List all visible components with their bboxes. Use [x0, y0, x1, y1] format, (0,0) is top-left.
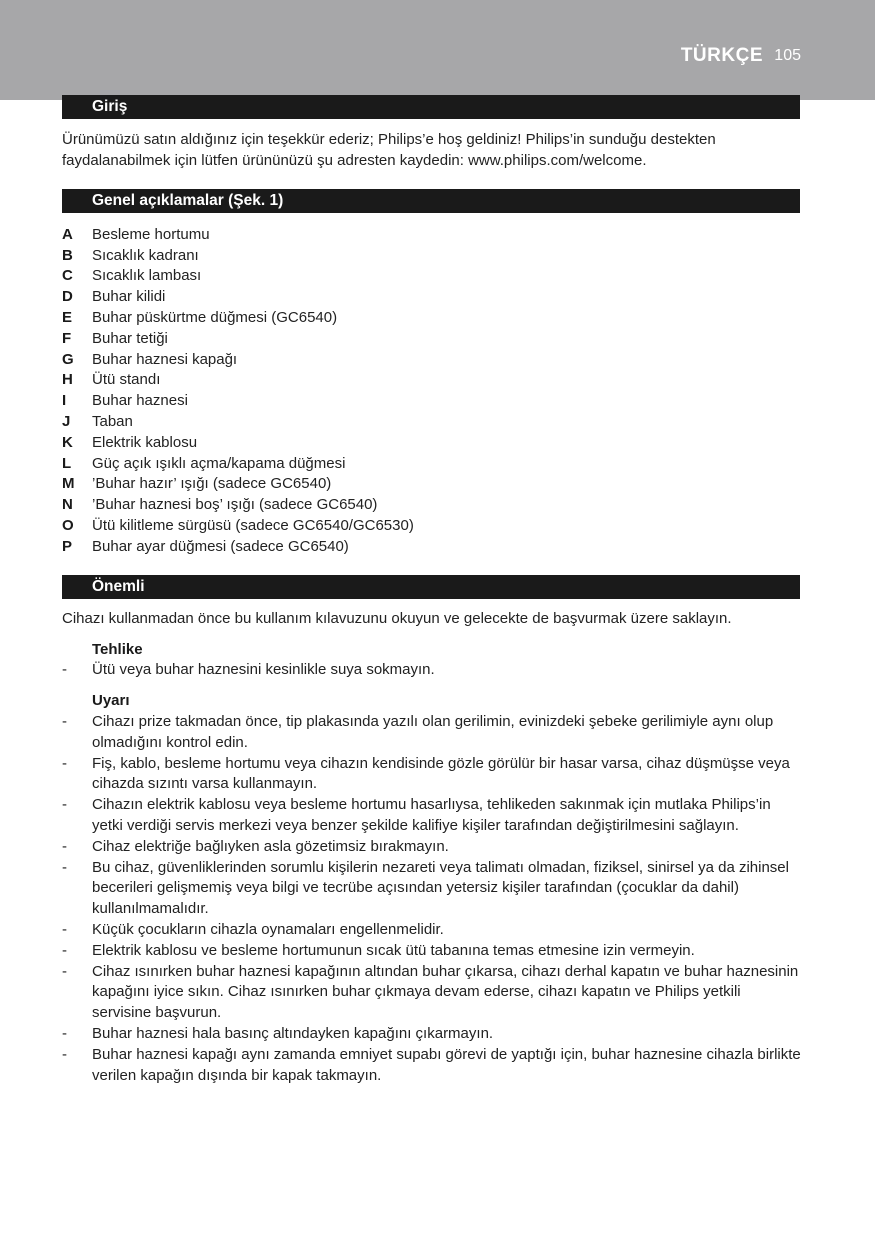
parts-list-item	[62, 370, 802, 391]
section-heading-intro: Giriş	[92, 98, 128, 115]
danger-heading: Tehlike	[92, 641, 143, 658]
warning-item: - Cihaz elektriğe bağlıyken asla gözetimsiz bırakmayın.	[62, 837, 449, 855]
parts-list-item	[62, 494, 802, 515]
part-letter: I	[62, 392, 67, 410]
parts-list-item	[62, 286, 802, 307]
part-label: ’Buhar haznesi boş’ ışığı (sadece GC6540)	[92, 496, 378, 514]
intro-paragraph: Ürünümüzü satın aldığınız için teşekkür ederiz; Philips’e hoş geldiniz! Philips’in sunduğu destekten faydalanabilmek için lütfen ürününüzü şu adresten kaydedin: www.philips.com/welcome.	[62, 131, 716, 169]
part-label: Buhar tetiği	[92, 329, 168, 347]
warning-heading: Uyarı	[92, 692, 130, 709]
parts-list-item	[62, 515, 802, 536]
section-bar-general	[62, 189, 800, 213]
part-letter: F	[62, 329, 72, 347]
part-letter: A	[62, 225, 73, 243]
part-letter: M	[62, 475, 75, 493]
part-label: Taban	[92, 413, 133, 431]
warning-item: - Bu cihaz, güvenliklerinden sorumlu kişilerin nezareti veya talimatı olmadan, fiziksel, sinirsel ya da zihinsel becerileri gelişmemiş veya bilgi ve tecrübe açısından yetersiz kişiler tarafından (çocuklar da dahil) kullanılmamalıdır.	[62, 858, 789, 918]
warning-item: - Elektrik kablosu ve besleme hortumunun sıcak ütü tabanına temas etmesine izin vermeyin.	[62, 941, 695, 959]
parts-list-item	[62, 349, 802, 370]
part-label: Buhar haznesi	[92, 392, 188, 410]
part-letter: J	[62, 413, 71, 431]
part-label: Buhar haznesi kapağı	[92, 350, 238, 368]
parts-list-item	[62, 266, 802, 287]
parts-list-item	[62, 307, 802, 328]
parts-list-item	[62, 474, 802, 495]
warning-item: - Buhar haznesi hala basınç altındayken kapağını çıkarmayın.	[62, 1024, 494, 1042]
language-title: TÜRKÇE	[680, 45, 763, 66]
part-letter: L	[62, 454, 72, 472]
part-letter: P	[62, 537, 73, 555]
part-label: Elektrik kablosu	[92, 433, 198, 451]
part-label: Buhar kilidi	[92, 288, 166, 306]
part-label: Ütü standı	[92, 371, 161, 389]
part-label: ’Buhar hazır’ ışığı (sadece GC6540)	[92, 475, 332, 493]
section-bar-important	[62, 575, 800, 599]
page-header	[0, 0, 875, 100]
part-label: Buhar püskürtme düğmesi (GC6540)	[92, 309, 338, 327]
parts-list-item	[62, 245, 802, 266]
warning-item: - Fiş, kablo, besleme hortumu veya cihazın kendisinde gözle görülür bir hasar varsa, cihaz düşmüşse veya cihazda sızıntı varsa kullanmayın.	[62, 754, 790, 793]
parts-list-item	[62, 453, 802, 474]
parts-list-item	[62, 328, 802, 349]
part-letter: D	[62, 288, 73, 306]
part-label: Güç açık ışıklı açma/kapama düğmesi	[92, 454, 346, 472]
part-letter: O	[62, 517, 74, 535]
part-letter: K	[62, 433, 73, 451]
part-letter: B	[62, 246, 73, 264]
parts-list-item	[62, 411, 802, 432]
warning-item: - Cihazı prize takmadan önce, tip plakasında yazılı olan gerilimin, evinizdeki şebeke gerilimiyle aynı olup olmadığını kontrol edin.	[62, 713, 774, 751]
warning-item: - Küçük çocukların cihazla oynamaları engellenmelidir.	[62, 920, 444, 938]
warning-list	[62, 712, 802, 1086]
part-label: Sıcaklık lambası	[92, 267, 202, 285]
danger-list	[62, 660, 802, 681]
page-number: 105	[774, 47, 801, 64]
danger-item: - Ütü veya buhar haznesini kesinlikle suya sokmayın.	[62, 661, 435, 678]
section-heading-important: Önemli	[92, 578, 145, 595]
section-heading-general: Genel açıklamalar (Şek. 1)	[92, 192, 284, 209]
warning-item: - Buhar haznesi kapağı aynı zamanda emniyet supabı görevi de yaptığı için, buhar haznesine cihazla birlikte verilen kapağın dışında bir kapak takmayın.	[62, 1045, 801, 1084]
section-bar-intro	[62, 95, 800, 119]
part-label: Buhar ayar düğmesi (sadece GC6540)	[92, 537, 349, 555]
parts-list-item	[62, 536, 802, 557]
parts-list-item	[62, 224, 802, 245]
part-label: Ütü kilitleme sürgüsü (sadece GC6540/GC6530)	[92, 517, 414, 535]
part-label: Besleme hortumu	[92, 225, 210, 243]
parts-list-item	[62, 390, 802, 411]
warning-item: - Cihazın elektrik kablosu veya besleme hortumu hasarlıysa, tehlikeden sakınmak için mutlaka Philips’in yetki verdiği servis merkezi veya benzer şekilde kalifiye kişiler tarafından değiştirilmesini sağlayın.	[62, 796, 771, 834]
warning-item: - Cihaz ısınırken buhar haznesi kapağının altından buhar çıkarsa, cihazı derhal kapatın ve buhar haznesinin kapağını iyice sıkın. Cihaz ısınırken buhar çıkmaya devam ederse, cihazı kapatın ve Philips yetkili servisine başvurun.	[62, 962, 799, 1022]
part-letter: C	[62, 267, 73, 285]
important-paragraph: Cihazı kullanmadan önce bu kullanım kılavuzunu okuyun ve gelecekte de başvurmak üzere saklayın.	[62, 610, 732, 627]
parts-list	[62, 224, 802, 557]
part-letter: N	[62, 496, 73, 514]
part-letter: H	[62, 371, 73, 389]
part-label: Sıcaklık kadranı	[92, 246, 199, 264]
part-letter: E	[62, 309, 73, 327]
part-letter: G	[62, 350, 74, 368]
parts-list-item	[62, 432, 802, 453]
